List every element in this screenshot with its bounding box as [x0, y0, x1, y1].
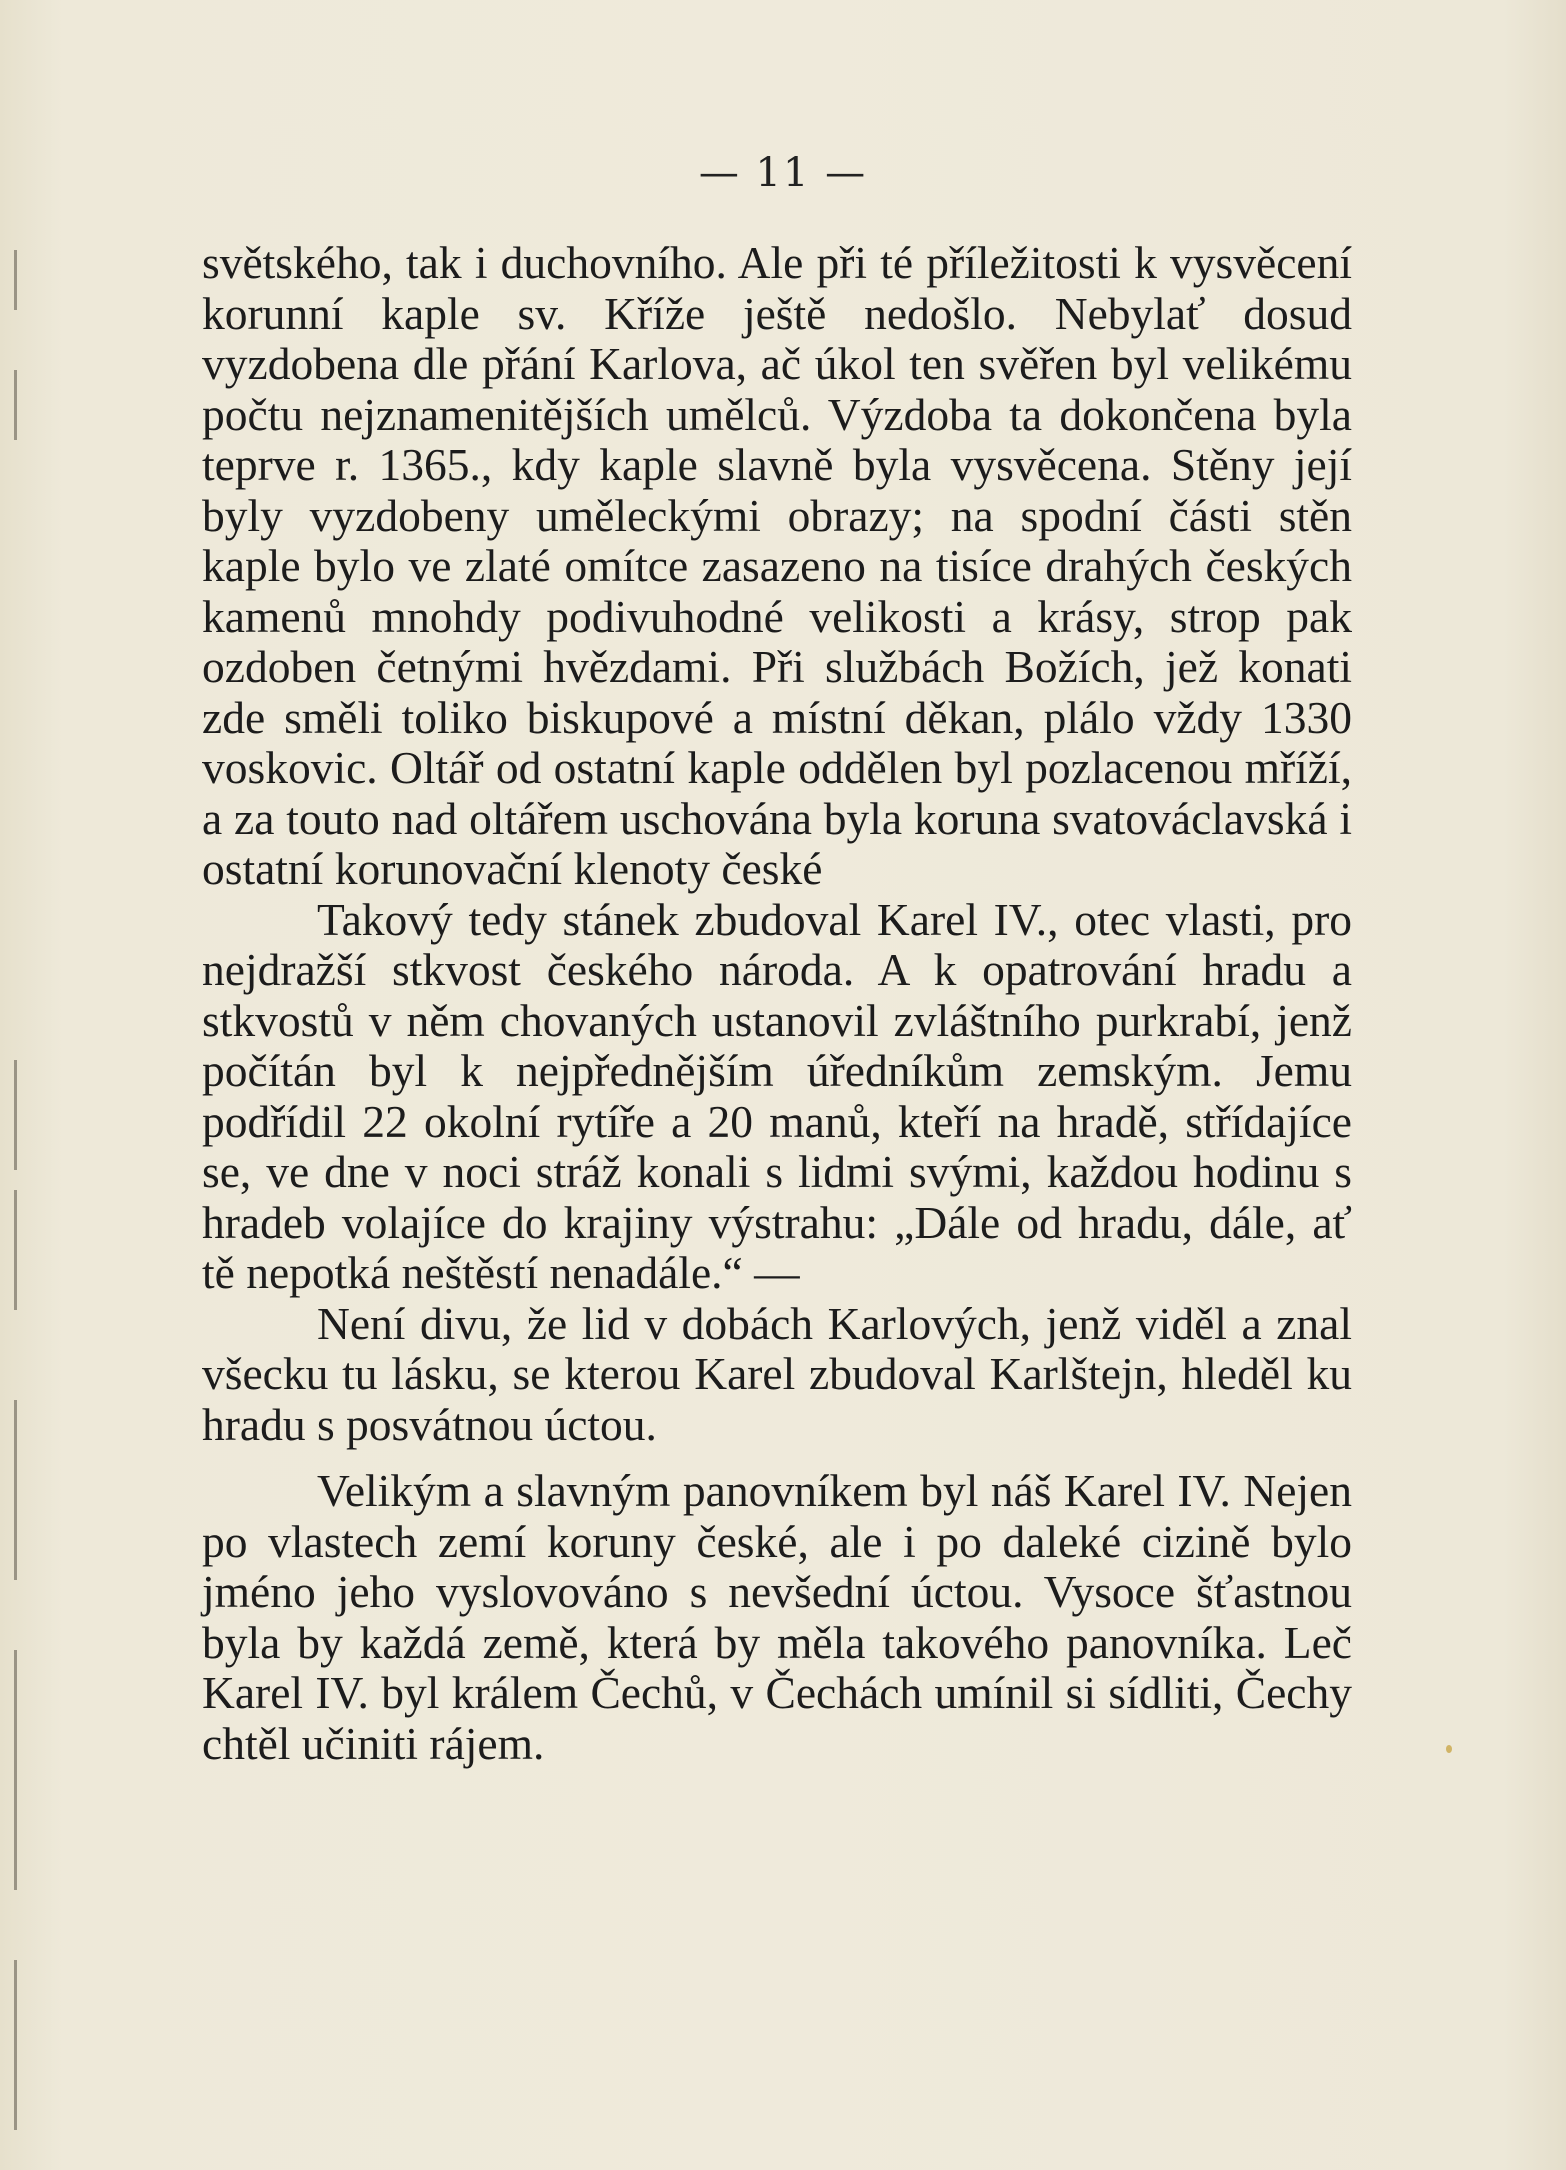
binding-edge-mark: [14, 1400, 17, 1580]
paragraph: Velikým a slavným panovníkem byl náš Karel IV. Nejen po vlastech zemí koruny české, ale i po daleké cizině bylo jméno jeho vyslovováno s nevšední úctou. Vysoce šťastnou byla by každá země, která by měla takového panovníka. Leč Karel IV. byl králem Čechů, v Čechách umínil si sídliti, Čechy chtěl učiniti rájem.: [202, 1465, 1352, 1769]
paragraph: Takový tedy stánek zbudoval Karel IV., otec vlasti, pro nejdražší stkvost českého národa. A k opatrování hradu a stkvostů v něm chovaných ustanovil zvláštního purkrabí, jenž počítán byl k nejpřednějším úředníkům zemským. Jemu podřídil 22 okolní rytíře a 20 manů, kteří na hradě, střídajíce se, ve dne v noci stráž konali s lidmi svými, každou hodinu s hradeb volajíce do krajiny výstrahu: „Dále od hradu, dále, ať tě nepotká neštěstí nenadále.“ —: [202, 893, 1352, 1298]
page-number: — 11 —: [698, 150, 868, 196]
binding-edge-mark: [14, 1650, 17, 1890]
paragraph: Není divu, že lid v dobách Karlových, jenž viděl a znal všecku tu lásku, se kterou Karel zbudoval Karlštejn, hleděl ku hradu s posvátnou úctou.: [202, 1297, 1352, 1450]
binding-edge-mark: [14, 1960, 17, 2130]
binding-edge-mark: [14, 250, 17, 310]
body-text: [202, 238, 1352, 1769]
paragraph: světského, tak i duchovního. Ale při té příležitosti k vysvěcení korunní kaple sv. Kříže ještě nedošlo. Nebylať dosud vyzdobena dle přání Karlova, ač úkol ten svěřen byl velikému počtu nejznamenitějších umělců. Výzdoba ta dokončena byla teprve r. 1365., kdy kaple slavně byla vysvěcena. Stěny její byly vyzdobeny uměleckými obrazy; na spodní části stěn kaple bylo ve zlaté omítce zasazeno na tisíce drahých českých kamenů mnohdy podivuhodné velikosti a krásy, strop pak ozdoben četnými hvězdami. Při službách Božích, jež konati zde směli toliko biskupové a místní děkan, plálo vždy 1330 voskovic. Oltář od ostatní kaple oddělen byl pozlacenou mříží, a za touto nad oltářem uschována byla koruna svatováclavská i ostatní korunovační klenoty české: [202, 237, 1352, 894]
binding-edge-mark: [14, 1060, 17, 1170]
binding-edge-mark: [14, 1190, 17, 1310]
paper-speck: [1446, 1745, 1452, 1753]
binding-edge-mark: [14, 370, 17, 440]
